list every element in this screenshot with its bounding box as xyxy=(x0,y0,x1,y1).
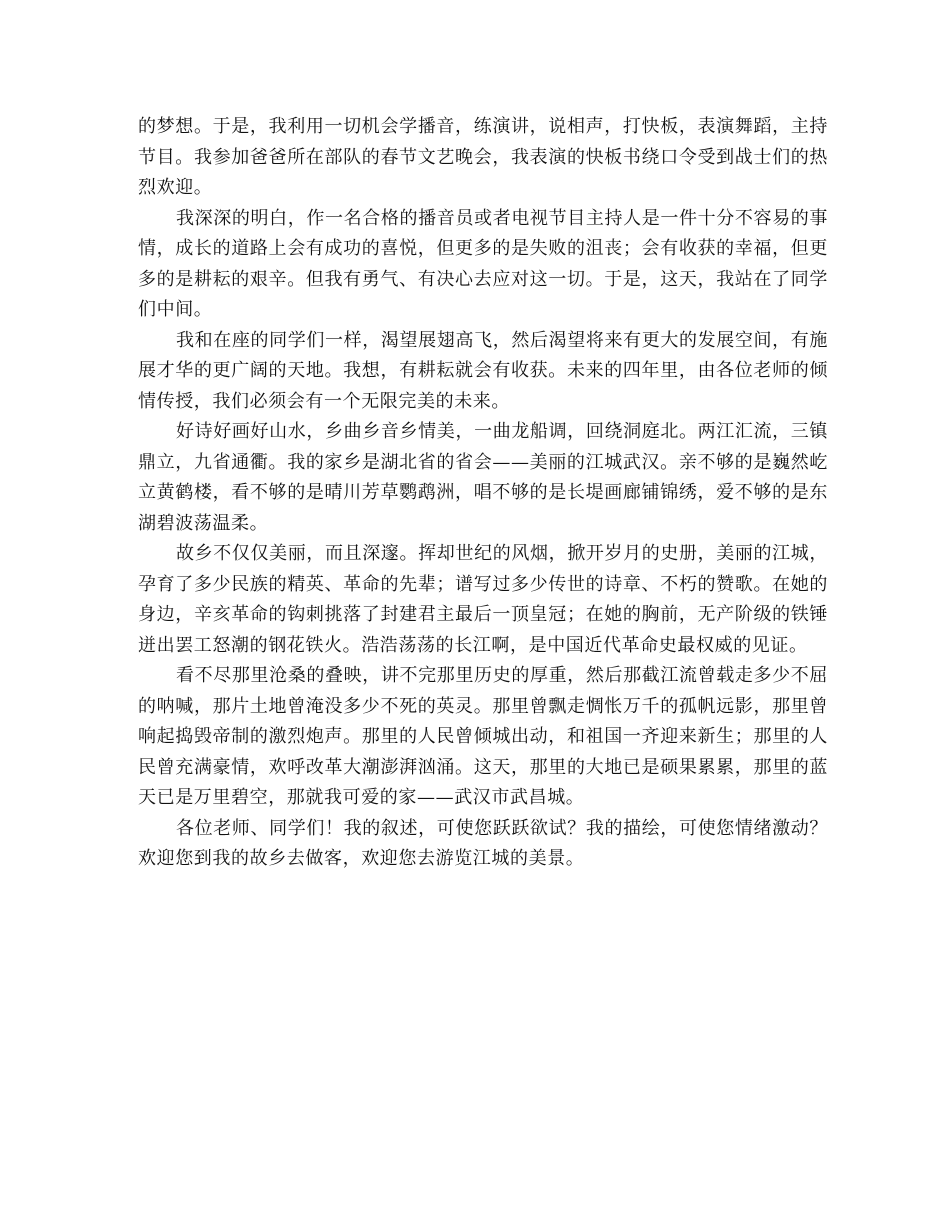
paragraph-2: 我深深的明白，作一名合格的播音员或者电视节目主持人是一件十分不容易的事情，成长的道路上会有成功的喜悦，但更多的是失败的沮丧；会有收获的幸福，但更多的是耕耘的艰辛。但我有勇气、有决心去应对这一切。于是，这天，我站在了同学们中间。 xyxy=(138,207,828,320)
paragraph-3: 我和在座的同学们一样，渴望展翅高飞，然后渴望将来有更大的发展空间，有施展才华的更广阔的天地。我想，有耕耘就会有收获。未来的四年里，由各位老师的倾情传授，我们必须会有一个无限完美的未来。 xyxy=(138,329,828,412)
paragraph-6: 看不尽那里沧桑的叠映，讲不完那里历史的厚重，然后那截江流曾载走多少不屈的呐喊，那片土地曾淹没多少不死的英灵。那里曾飘走惆怅万千的孤帆远影，那里曾响起捣毁帝制的激烈炮声。那里的人民曾倾城出动，和祖国一齐迎来新生；那里的人民曾充满豪情，欢呼改革大潮澎湃汹涌。这天，那里的大地已是硕果累累，那里的蓝天已是万里碧空，那就我可爱的家——武汉市武昌城。 xyxy=(138,665,828,808)
paragraph-7: 各位老师、同学们！我的叙述，可使您跃跃欲试？我的描绘，可使您情绪激动？欢迎您到我的故乡去做客，欢迎您去游览江城的美景。 xyxy=(138,817,828,869)
document-body xyxy=(138,112,828,875)
paragraph-4: 好诗好画好山水，乡曲乡音乡情美，一曲龙船调，回绕洞庭北。两江汇流，三镇鼎立，九省通衢。我的家乡是湖北省的省会——美丽的江城武汉。亲不够的是巍然屹立黄鹤楼，看不够的是晴川芳草鹦鹉洲，唱不够的是长堤画廊铺锦绣，爱不够的是东湖碧波荡温柔。 xyxy=(138,421,828,534)
paragraph-1: 的梦想。于是，我利用一切机会学播音，练演讲，说相声，打快板，表演舞蹈，主持节目。我参加爸爸所在部队的春节文艺晚会，我表演的快板书绕口令受到战士们的热烈欢迎。 xyxy=(138,116,828,198)
paragraph-5: 故乡不仅仅美丽，而且深邃。挥却世纪的风烟，掀开岁月的史册，美丽的江城，孕育了多少民族的精英、革命的先辈；谱写过多少传世的诗章、不朽的赞歌。在她的身边，辛亥革命的钩刺挑落了封建君主最后一顶皇冠；在她的胸前，无产阶级的铁锤迸出罢工怒潮的钢花铁火。浩浩荡荡的长江啊，是中国近代革命史最权威的见证。 xyxy=(138,543,828,656)
